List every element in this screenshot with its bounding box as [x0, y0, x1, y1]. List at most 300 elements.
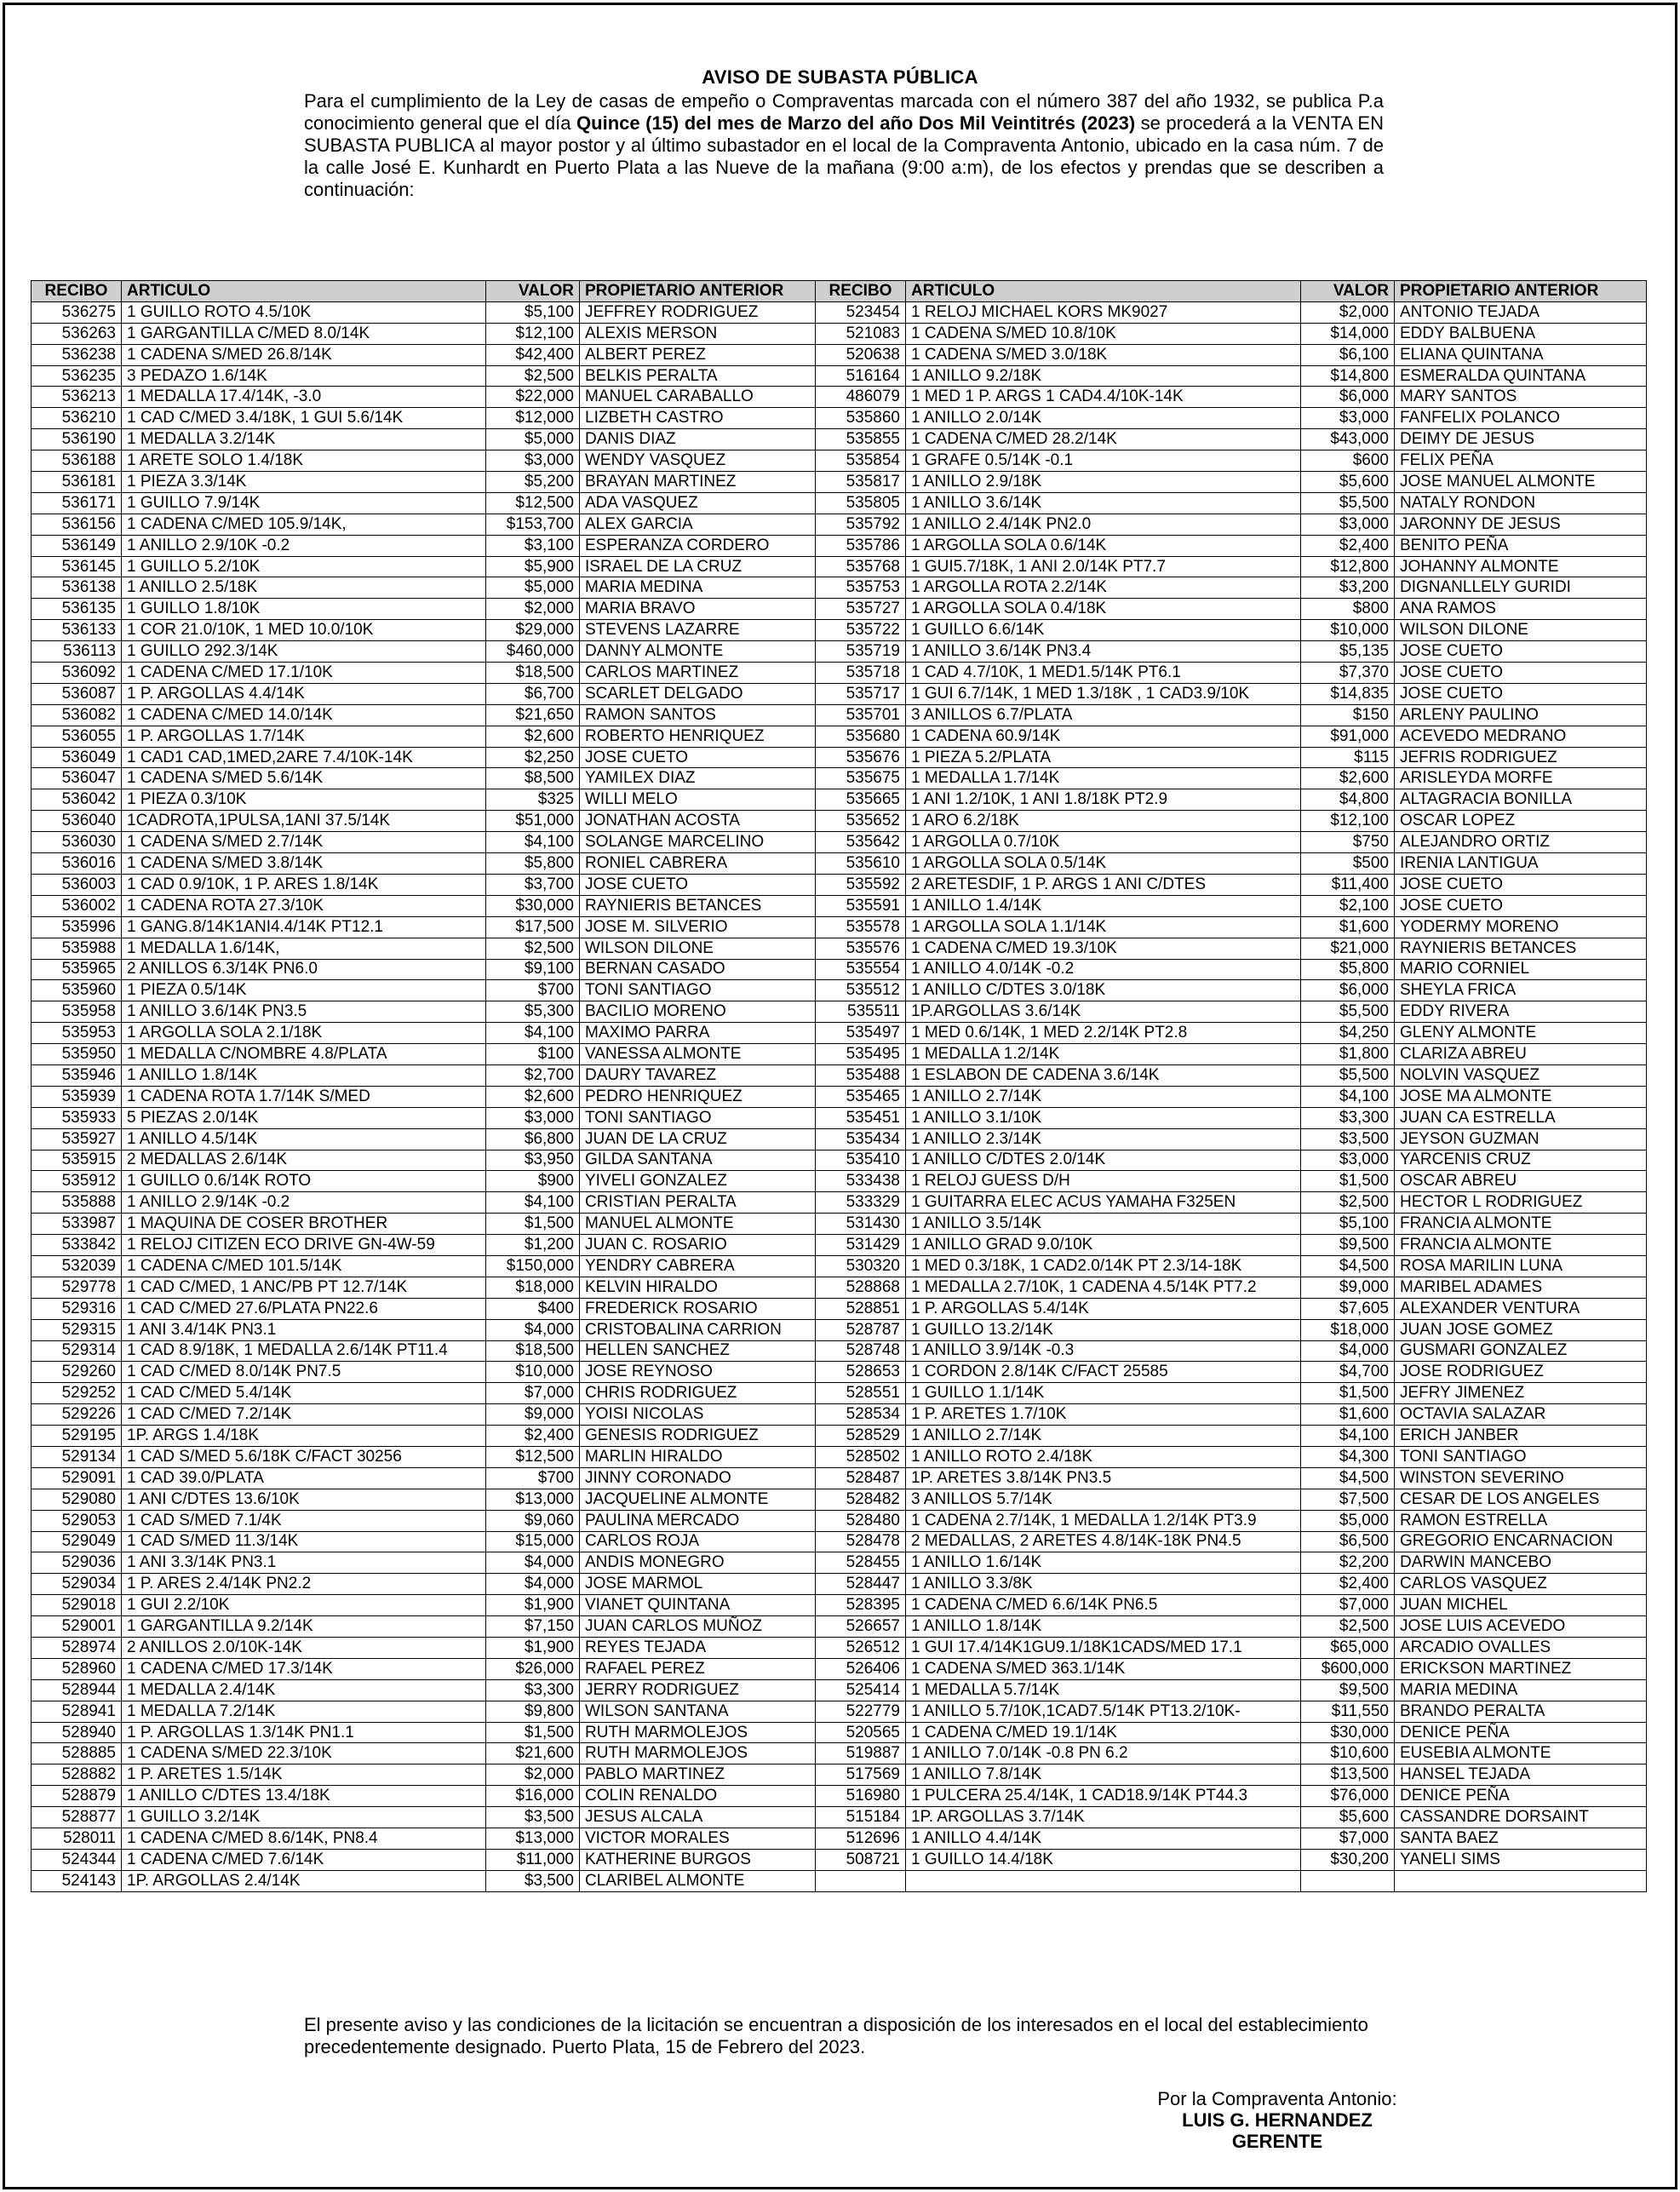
table-row — [32, 1743, 1647, 1765]
cell-propietario: JACQUELINE ALMONTE — [580, 1489, 816, 1510]
cell-propietario: ISRAEL DE LA CRUZ — [580, 556, 816, 577]
cell-articulo: 1 ANILLO GRAD 9.0/10K — [906, 1235, 1301, 1256]
cell-valor: $5,500 — [1301, 1064, 1395, 1086]
cell-valor: $2,250 — [486, 747, 580, 768]
cell-recibo: 520565 — [816, 1722, 906, 1743]
cell-articulo: 1 GUILLO 7.9/14K — [122, 492, 486, 514]
cell-recibo: 535958 — [32, 1001, 122, 1023]
cell-recibo: 528395 — [816, 1595, 906, 1616]
cell-propietario: EUSEBIA ALMONTE — [1395, 1743, 1647, 1765]
cell-propietario: SANTA BAEZ — [1395, 1828, 1647, 1850]
cell-recibo: 526512 — [816, 1638, 906, 1659]
cell-valor: $150 — [1301, 704, 1395, 726]
cell-recibo: 535915 — [32, 1150, 122, 1171]
cell-recibo: 536210 — [32, 408, 122, 429]
cell-articulo: 1 P. ARETES 1.7/10K — [906, 1404, 1301, 1426]
cell-recibo: 536188 — [32, 450, 122, 472]
cell-valor: $4,250 — [1301, 1023, 1395, 1044]
cell-propietario: JONATHAN ACOSTA — [580, 811, 816, 832]
cell-recibo: 529315 — [32, 1319, 122, 1340]
cell-recibo: 528480 — [816, 1510, 906, 1531]
cell-propietario: TONI SANTIAGO — [580, 1107, 816, 1128]
cell-valor: $1,500 — [486, 1722, 580, 1743]
cell-articulo: 1 GUILLO 13.2/14K — [906, 1319, 1301, 1340]
table-body — [32, 301, 1647, 1891]
cell-articulo: 1 CAD C/MED, 1 ANC/PB PT 12.7/14K — [122, 1277, 486, 1298]
cell-valor: $4,800 — [1301, 789, 1395, 811]
table-row — [32, 408, 1647, 429]
cell-propietario: MARIO CORNIEL — [1395, 959, 1647, 980]
cell-propietario: COLIN RENALDO — [580, 1786, 816, 1807]
cell-valor: $500 — [1301, 853, 1395, 875]
table-row — [32, 1552, 1647, 1574]
cell-propietario: RUTH MARMOLEJOS — [580, 1722, 816, 1743]
cell-articulo: 1 ARGOLLA ROTA 2.2/14K — [906, 577, 1301, 599]
cell-valor: $17,500 — [486, 916, 580, 938]
cell-valor: $1,200 — [486, 1235, 580, 1256]
cell-propietario — [1395, 1870, 1647, 1891]
cell-propietario: EDDY BALBUENA — [1395, 323, 1647, 344]
cell-valor: $14,800 — [1301, 365, 1395, 387]
cell-propietario: JOSE MANUEL ALMONTE — [1395, 472, 1647, 493]
cell-articulo: 1 CAD S/MED 11.3/14K — [122, 1531, 486, 1552]
cell-valor: $750 — [1301, 832, 1395, 853]
cell-articulo: 1 GUI 17.4/14K1GU9.1/18K1CADS/MED 17.1 — [906, 1638, 1301, 1659]
cell-articulo: 1 ANILLO 1.6/14K — [906, 1552, 1301, 1574]
cell-articulo: 1 CADENA C/MED 8.6/14K, PN8.4 — [122, 1828, 486, 1850]
table-row — [32, 1765, 1647, 1786]
cell-valor: $5,100 — [486, 301, 580, 323]
table-row — [32, 1277, 1647, 1298]
cell-articulo: 1 RELOJ CITIZEN ECO DRIVE GN-4W-59 — [122, 1235, 486, 1256]
cell-valor: $2,500 — [1301, 1192, 1395, 1214]
cell-recibo: 517569 — [816, 1765, 906, 1786]
cell-recibo: 529034 — [32, 1574, 122, 1595]
cell-articulo: 1 ANILLO 2.7/14K — [906, 1426, 1301, 1447]
cell-valor: $325 — [486, 789, 580, 811]
cell-propietario: HANSEL TEJADA — [1395, 1765, 1647, 1786]
cell-propietario: ANDIS MONEGRO — [580, 1552, 816, 1574]
cell-recibo: 536016 — [32, 853, 122, 875]
cell-recibo: 486079 — [816, 387, 906, 408]
signature-block — [1107, 2088, 1448, 2152]
cell-valor: $7,605 — [1301, 1298, 1395, 1319]
cell-recibo: 535665 — [816, 789, 906, 811]
table-row — [32, 1128, 1647, 1150]
cell-articulo: 1 ANILLO 4.4/14K — [906, 1828, 1301, 1850]
cell-articulo: 1 ANILLO 1.4/14K — [906, 895, 1301, 916]
cell-valor — [1301, 1870, 1395, 1891]
cell-propietario: JERRY RODRIGUEZ — [580, 1679, 816, 1701]
cell-propietario: HECTOR L RODRIGUEZ — [1395, 1192, 1647, 1214]
table-row — [32, 663, 1647, 684]
cell-recibo: 535722 — [816, 620, 906, 641]
table-row — [32, 1023, 1647, 1044]
cell-articulo: 1 ANILLO 2.4/14K PN2.0 — [906, 514, 1301, 535]
table-row — [32, 599, 1647, 620]
cell-recibo: 535719 — [816, 641, 906, 663]
table-row — [32, 301, 1647, 323]
cell-valor: $22,000 — [486, 387, 580, 408]
cell-propietario: OSCAR LOPEZ — [1395, 811, 1647, 832]
cell-articulo: 5 PIEZAS 2.0/14K — [122, 1107, 486, 1128]
cell-valor: $9,500 — [1301, 1679, 1395, 1701]
cell-articulo: 1 CADENA S/MED 3.0/18K — [906, 344, 1301, 365]
cell-propietario: JINNY CORONADO — [580, 1467, 816, 1489]
cell-propietario: WENDY VASQUEZ — [580, 450, 816, 472]
table-row — [32, 1638, 1647, 1659]
cell-recibo: 528940 — [32, 1722, 122, 1743]
cell-propietario: ALEXANDER VENTURA — [1395, 1298, 1647, 1319]
cell-propietario: CARLOS VASQUEZ — [1395, 1574, 1647, 1595]
cell-propietario: MARIA BRAVO — [580, 599, 816, 620]
cell-recibo: 535591 — [816, 895, 906, 916]
cell-articulo: 1 ANILLO 3.1/10K — [906, 1107, 1301, 1128]
cell-recibo: 535652 — [816, 811, 906, 832]
cell-recibo: 535854 — [816, 450, 906, 472]
cell-propietario: JARONNY DE JESUS — [1395, 514, 1647, 535]
cell-recibo: 528653 — [816, 1362, 906, 1383]
table-row — [32, 387, 1647, 408]
cell-valor: $21,650 — [486, 704, 580, 726]
cell-articulo: 1 CADENA C/MED 19.3/10K — [906, 938, 1301, 959]
cell-valor: $12,100 — [1301, 811, 1395, 832]
cell-valor: $6,500 — [1301, 1531, 1395, 1552]
cell-articulo: 1 CADENA C/MED 7.6/14K — [122, 1849, 486, 1870]
cell-valor: $30,000 — [1301, 1722, 1395, 1743]
cell-propietario: MARLIN HIRALDO — [580, 1446, 816, 1467]
table-row — [32, 1064, 1647, 1086]
cell-recibo: 516980 — [816, 1786, 906, 1807]
cell-articulo: 2 ARETESDIF, 1 P. ARGS 1 ANI C/DTES — [906, 874, 1301, 895]
cell-propietario: YANELI SIMS — [1395, 1849, 1647, 1870]
cell-propietario: JUAN C. ROSARIO — [580, 1235, 816, 1256]
cell-recibo: 521083 — [816, 323, 906, 344]
cell-articulo: 1 ANI C/DTES 13.6/10K — [122, 1489, 486, 1510]
cell-valor: $3,950 — [486, 1150, 580, 1171]
cell-propietario: IRENIA LANTIGUA — [1395, 853, 1647, 875]
cell-valor: $3,300 — [486, 1679, 580, 1701]
cell-articulo: 1P. ARGOLLAS 2.4/14K — [122, 1870, 486, 1891]
cell-propietario: VANESSA ALMONTE — [580, 1044, 816, 1065]
cell-articulo: 1P. ARETES 3.8/14K PN3.5 — [906, 1467, 1301, 1489]
cell-recibo: 524143 — [32, 1870, 122, 1891]
cell-propietario: JOSE LUIS ACEVEDO — [1395, 1616, 1647, 1638]
cell-recibo: 529091 — [32, 1467, 122, 1489]
cell-articulo: 1 CADENA C/MED 19.1/14K — [906, 1722, 1301, 1743]
intro-paragraph — [304, 90, 1384, 201]
cell-propietario: STEVENS LAZARRE — [580, 620, 816, 641]
cell-articulo: 1 ANILLO 2.3/14K — [906, 1128, 1301, 1150]
cell-propietario: ELIANA QUINTANA — [1395, 344, 1647, 365]
cell-articulo: 1 ANILLO ROTO 2.4/18K — [906, 1446, 1301, 1467]
cell-recibo: 533987 — [32, 1214, 122, 1235]
cell-articulo: 1 ANILLO 1.8/14K — [906, 1616, 1301, 1638]
cell-articulo: 1 ANI 3.3/14K PN3.1 — [122, 1552, 486, 1574]
cell-valor: $115 — [1301, 747, 1395, 768]
cell-articulo: 1 CADENA S/MED 26.8/14K — [122, 344, 486, 365]
cell-recibo: 529001 — [32, 1616, 122, 1638]
table-row — [32, 1658, 1647, 1679]
cell-propietario: PAULINA MERCADO — [580, 1510, 816, 1531]
cell-valor: $2,100 — [1301, 895, 1395, 916]
table-row — [32, 1828, 1647, 1850]
cell-valor: $12,100 — [486, 323, 580, 344]
cell-propietario: CARLOS MARTINEZ — [580, 663, 816, 684]
cell-articulo: 1CADROTA,1PULSA,1ANI 37.5/14K — [122, 811, 486, 832]
cell-recibo: 528478 — [816, 1531, 906, 1552]
cell-propietario: ARISLEYDA MORFE — [1395, 768, 1647, 789]
cell-valor: $100 — [486, 1044, 580, 1065]
table-row — [32, 747, 1647, 768]
cell-valor: $900 — [486, 1171, 580, 1192]
cell-articulo: 1 RELOJ MICHAEL KORS MK9027 — [906, 301, 1301, 323]
cell-recibo: 530320 — [816, 1255, 906, 1277]
cell-propietario: JOSE CUETO — [580, 874, 816, 895]
cell-recibo: 528529 — [816, 1426, 906, 1447]
cell-valor: $18,000 — [486, 1277, 580, 1298]
cell-recibo: 535578 — [816, 916, 906, 938]
cell-valor: $460,000 — [486, 641, 580, 663]
cell-valor: $42,400 — [486, 344, 580, 365]
cell-propietario: JEYSON GUZMAN — [1395, 1128, 1647, 1150]
cell-articulo: 1 ANILLO C/DTES 2.0/14K — [906, 1150, 1301, 1171]
cell-recibo: 528851 — [816, 1298, 906, 1319]
cell-valor: $2,200 — [1301, 1552, 1395, 1574]
table-row — [32, 704, 1647, 726]
cell-valor: $2,000 — [486, 599, 580, 620]
cell-recibo: 536235 — [32, 365, 122, 387]
cell-articulo: 1 GUILLO 6.6/14K — [906, 620, 1301, 641]
header-propietario: PROPIETARIO ANTERIOR — [580, 281, 816, 302]
cell-articulo: 1 ANILLO 9.2/18K — [906, 365, 1301, 387]
cell-recibo: 535960 — [32, 980, 122, 1001]
cell-articulo: 1 GUILLO ROTO 4.5/10K — [122, 301, 486, 323]
table-row — [32, 916, 1647, 938]
cell-recibo: 535786 — [816, 535, 906, 556]
cell-recibo: 535988 — [32, 938, 122, 959]
cell-propietario: ACEVEDO MEDRANO — [1395, 726, 1647, 747]
cell-propietario: DENICE PEÑA — [1395, 1722, 1647, 1743]
cell-recibo: 529080 — [32, 1489, 122, 1510]
table-row — [32, 1150, 1647, 1171]
cell-propietario: JOHANNY ALMONTE — [1395, 556, 1647, 577]
cell-propietario: ERICKSON MARTINEZ — [1395, 1658, 1647, 1679]
cell-recibo: 529053 — [32, 1510, 122, 1531]
cell-recibo: 516164 — [816, 365, 906, 387]
cell-articulo: 1 CAD 8.9/18K, 1 MEDALLA 2.6/14K PT11.4 — [122, 1340, 486, 1362]
cell-recibo: 528944 — [32, 1679, 122, 1701]
cell-propietario: ALEX GARCIA — [580, 514, 816, 535]
cell-valor: $2,400 — [486, 1426, 580, 1447]
cell-valor: $153,700 — [486, 514, 580, 535]
cell-valor: $3,300 — [1301, 1107, 1395, 1128]
cell-articulo: 1 CAD C/MED 5.4/14K — [122, 1383, 486, 1404]
cell-articulo: 1 ANILLO 2.7/14K — [906, 1086, 1301, 1107]
cell-valor: $13,000 — [486, 1828, 580, 1850]
cell-recibo: 512696 — [816, 1828, 906, 1850]
cell-articulo: 1 ARGOLLA SOLA 0.5/14K — [906, 853, 1301, 875]
cell-recibo: 535953 — [32, 1023, 122, 1044]
cell-propietario: JOSE CUETO — [1395, 641, 1647, 663]
table-row — [32, 1362, 1647, 1383]
cell-recibo: 519887 — [816, 1743, 906, 1765]
cell-recibo: 529316 — [32, 1298, 122, 1319]
cell-articulo: 1 ANILLO 2.9/18K — [906, 472, 1301, 493]
table-row — [32, 832, 1647, 853]
cell-valor: $1,600 — [1301, 1404, 1395, 1426]
cell-propietario: JOSE CUETO — [1395, 663, 1647, 684]
intro-text-a: Para el cumplimiento de la Ley de casas de empeño o Compraventas marcada con el número 387 del año 1932, se publica P.a conocimiento general que el día — [304, 90, 1384, 134]
cell-valor: $150,000 — [486, 1255, 580, 1277]
cell-recibo: 528868 — [816, 1277, 906, 1298]
cell-valor: $7,500 — [1301, 1489, 1395, 1510]
cell-propietario: YIVELI GONZALEZ — [580, 1171, 816, 1192]
auction-table — [31, 280, 1647, 1892]
cell-recibo: 536190 — [32, 429, 122, 450]
cell-recibo: 528748 — [816, 1340, 906, 1362]
cell-recibo: 535410 — [816, 1150, 906, 1171]
cell-valor: $11,550 — [1301, 1701, 1395, 1722]
cell-propietario: JOSE CUETO — [1395, 895, 1647, 916]
cell-recibo: 520638 — [816, 344, 906, 365]
cell-articulo — [906, 1870, 1301, 1891]
cell-valor: $800 — [1301, 599, 1395, 620]
cell-articulo: 1 ANILLO C/DTES 3.0/18K — [906, 980, 1301, 1001]
cell-propietario: ALTAGRACIA BONILLA — [1395, 789, 1647, 811]
table-row — [32, 1870, 1647, 1891]
cell-propietario: MANUEL CARABALLO — [580, 387, 816, 408]
cell-valor: $4,000 — [486, 1319, 580, 1340]
cell-propietario: OCTAVIA SALAZAR — [1395, 1404, 1647, 1426]
cell-valor: $12,500 — [486, 492, 580, 514]
cell-articulo: 1 CAD S/MED 5.6/18K C/FACT 30256 — [122, 1446, 486, 1467]
table-row — [32, 365, 1647, 387]
cell-recibo: 528877 — [32, 1807, 122, 1828]
cell-recibo: 536171 — [32, 492, 122, 514]
cell-propietario: JOSE MARMOL — [580, 1574, 816, 1595]
cell-valor: $26,000 — [486, 1658, 580, 1679]
cell-valor: $76,000 — [1301, 1786, 1395, 1807]
cell-valor: $600 — [1301, 450, 1395, 472]
cell-valor: $3,000 — [486, 450, 580, 472]
table-row — [32, 1298, 1647, 1319]
cell-valor: $1,500 — [1301, 1383, 1395, 1404]
cell-recibo: 536030 — [32, 832, 122, 853]
table-row — [32, 938, 1647, 959]
table-row — [32, 811, 1647, 832]
cell-propietario: TONI SANTIAGO — [1395, 1446, 1647, 1467]
cell-articulo: 1 MEDALLA 2.4/14K — [122, 1679, 486, 1701]
cell-articulo: 1 MED 1 P. ARGS 1 CAD4.4/10K-14K — [906, 387, 1301, 408]
cell-propietario: KATHERINE BURGOS — [580, 1849, 816, 1870]
cell-propietario: NOLVIN VASQUEZ — [1395, 1064, 1647, 1086]
signature-line: Por la Compraventa Antonio: — [1157, 2088, 1397, 2109]
cell-propietario: JUAN CA ESTRELLA — [1395, 1107, 1647, 1128]
cell-propietario: MARIA MEDINA — [580, 577, 816, 599]
cell-propietario: DANIS DIAZ — [580, 429, 816, 450]
cell-recibo: 536055 — [32, 726, 122, 747]
cell-valor: $3,100 — [486, 535, 580, 556]
table-row — [32, 514, 1647, 535]
cell-propietario: GLENY ALMONTE — [1395, 1023, 1647, 1044]
cell-propietario: BENITO PEÑA — [1395, 535, 1647, 556]
cell-propietario: CESAR DE LOS ANGELES — [1395, 1489, 1647, 1510]
cell-articulo: 1 MEDALLA C/NOMBRE 4.8/PLATA — [122, 1044, 486, 1065]
cell-valor: $11,400 — [1301, 874, 1395, 895]
cell-articulo: 1 ANILLO 3.6/14K — [906, 492, 1301, 514]
table-row — [32, 1107, 1647, 1128]
cell-propietario: BELKIS PERALTA — [580, 365, 816, 387]
cell-propietario: WILSON DILONE — [580, 938, 816, 959]
cell-recibo: 536002 — [32, 895, 122, 916]
cell-propietario: WILSON DILONE — [1395, 620, 1647, 641]
cell-valor: $400 — [486, 1298, 580, 1319]
cell-valor: $9,060 — [486, 1510, 580, 1531]
table-row — [32, 1214, 1647, 1235]
cell-articulo: 1 ARGOLLA SOLA 2.1/18K — [122, 1023, 486, 1044]
cell-recibo — [816, 1870, 906, 1891]
cell-recibo: 535512 — [816, 980, 906, 1001]
cell-propietario: BRANDO PERALTA — [1395, 1701, 1647, 1722]
cell-valor: $5,800 — [486, 853, 580, 875]
header-articulo: ARTICULO — [122, 281, 486, 302]
table-row — [32, 1467, 1647, 1489]
cell-valor: $5,500 — [1301, 1001, 1395, 1023]
cell-valor: $1,800 — [1301, 1044, 1395, 1065]
cell-propietario: OSCAR ABREU — [1395, 1171, 1647, 1192]
cell-articulo: 1 CAD C/MED 3.4/18K, 1 GUI 5.6/14K — [122, 408, 486, 429]
cell-valor: $2,400 — [1301, 1574, 1395, 1595]
cell-propietario: REYES TEJADA — [580, 1638, 816, 1659]
cell-recibo: 535946 — [32, 1064, 122, 1086]
cell-propietario: CHRIS RODRIGUEZ — [580, 1383, 816, 1404]
cell-recibo: 536087 — [32, 683, 122, 704]
cell-articulo: 1 MEDALLA 1.7/14K — [906, 768, 1301, 789]
cell-articulo: 2 ANILLOS 2.0/10K-14K — [122, 1638, 486, 1659]
cell-valor: $21,000 — [1301, 938, 1395, 959]
cell-recibo: 535675 — [816, 768, 906, 789]
cell-propietario: ROSA MARILIN LUNA — [1395, 1255, 1647, 1277]
table-row — [32, 1044, 1647, 1065]
cell-valor: $8,500 — [486, 768, 580, 789]
cell-propietario: ADA VASQUEZ — [580, 492, 816, 514]
cell-valor: $2,000 — [486, 1765, 580, 1786]
cell-recibo: 526406 — [816, 1658, 906, 1679]
cell-recibo: 535451 — [816, 1107, 906, 1128]
table-row — [32, 577, 1647, 599]
cell-recibo: 508721 — [816, 1849, 906, 1870]
cell-propietario: NATALY RONDON — [1395, 492, 1647, 514]
table-row — [32, 1446, 1647, 1467]
cell-valor: $43,000 — [1301, 429, 1395, 450]
cell-valor: $5,000 — [1301, 1510, 1395, 1531]
cell-recibo: 528551 — [816, 1383, 906, 1404]
cell-articulo: 1 CADENA C/MED 101.5/14K — [122, 1255, 486, 1277]
cell-recibo: 535642 — [816, 832, 906, 853]
cell-articulo: 1 ARGOLLA 0.7/10K — [906, 832, 1301, 853]
cell-valor: $30,200 — [1301, 1849, 1395, 1870]
cell-valor: $2,500 — [486, 938, 580, 959]
cell-recibo: 528487 — [816, 1467, 906, 1489]
cell-propietario: JOSE CUETO — [1395, 874, 1647, 895]
cell-propietario: JEFRIS RODRIGUEZ — [1395, 747, 1647, 768]
cell-articulo: 1 ANILLO 2.9/10K -0.2 — [122, 535, 486, 556]
cell-articulo: 1 MAQUINA DE COSER BROTHER — [122, 1214, 486, 1235]
table-row — [32, 1489, 1647, 1510]
cell-articulo: 1 ANILLO 3.6/14K PN3.5 — [122, 1001, 486, 1023]
header-propietario: PROPIETARIO ANTERIOR — [1395, 281, 1647, 302]
